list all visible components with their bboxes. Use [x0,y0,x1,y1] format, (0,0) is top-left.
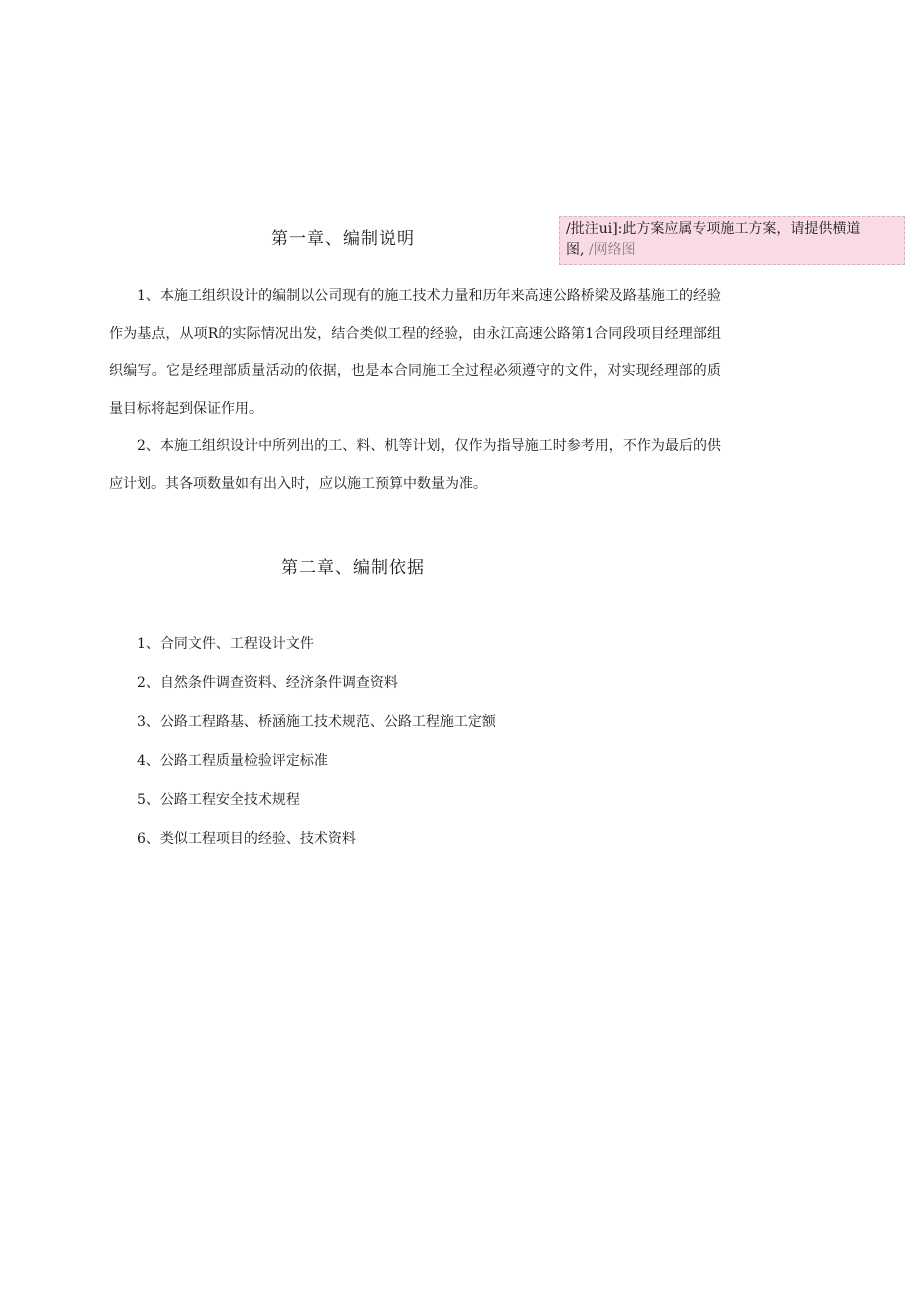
list-item: 5、公路工程安全技术规程 [137,792,300,808]
comment-line-1: /批注ui]:此方案应属专项施工方案，请提供横道 [566,221,861,237]
chapter2-heading: 第二章、编制依据 [281,558,425,578]
chapter1-paragraph-1: 1、本施工组织设计的编制以公司现有的施工技术力量和历年来高速公路桥梁及路基施工的经验作为基点，从项R的实际情况出发，结合类似工程的经验，由永江高速公路第1合同段项目经理部组织编写。它是经理部质量活动的依据，也是本合同施工全过程必须遵守的文件，对实现经理部的质量目标将起到保证作用。 [109,288,721,417]
list-item: 2、自然条件调查资料、经济条件调查资料 [137,675,398,691]
comment-line-2 [566,240,898,261]
review-comment[interactable] [559,216,905,265]
list-item: 6、类似工程项目的经验、技术资料 [137,831,356,847]
basis-list [137,625,496,859]
chapter1-paragraph-2: 2、本施工组织设计中所列出的工、料、机等计划，仅作为指导施工时参考用，不作为最后的供应计划。其各项数量如有出入时，应以施工预算中数量为准。 [109,438,721,492]
list-item: 1、合同文件、工程设计文件 [137,636,314,652]
comment-line-2-main: 图, [566,242,585,258]
list-item: 3、公路工程路基、桥涵施工技术规范、公路工程施工定额 [137,714,496,730]
list-item: 4、公路工程质量检验评定标准 [137,753,328,769]
chapter1-heading: 第一章、编制说明 [271,229,415,249]
comment-line-2-muted: /网络图 [584,242,636,258]
